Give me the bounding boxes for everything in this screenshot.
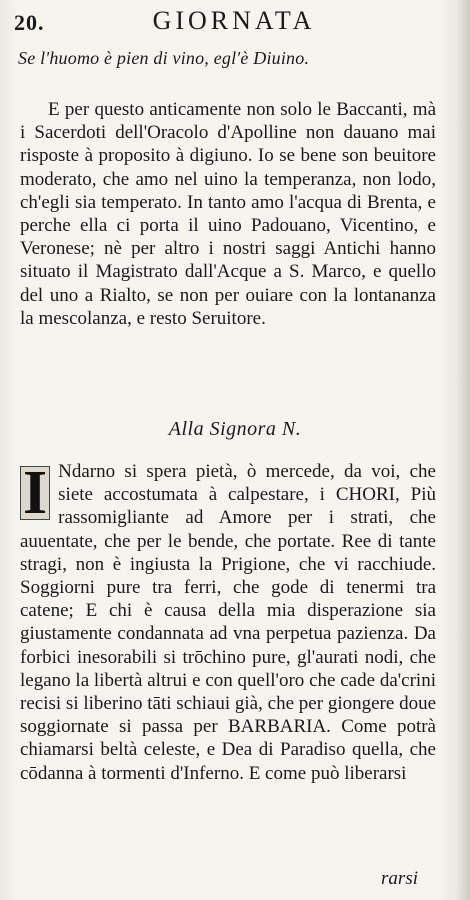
running-head: GIORNATA: [152, 6, 316, 35]
motto-line: Se l'huomo è pien di vino, egl'è Diuino.: [18, 48, 310, 68]
page-edge-shadow: [456, 0, 470, 900]
page-header: [14, 6, 454, 36]
paragraph-2: [20, 460, 436, 785]
section-heading: Alla Signora N.: [168, 418, 302, 440]
paragraph-2-text: Ndarno si spera pietà, ò mercede, da voi, che siete accostumata à calpestare, i CHORI, Più rassomigliante ad Amore per i strati, che auuentate, che per le bende, che portate. Ree di tante stragi, non è ingiusta la Prigione, che vi racchiude. Soggiorni pure tra ferri, che gode di tenermi tra catene; E chi è causa della mia disperazione sia giustamente condannata ad vna perpetua pazienza. Da forbici inesorabili si trōchino pure, gl'aurati nodi, che legano la libertà altrui e con quell'oro che cade da'crini recisi si liberino tāti schiaui già, che per giongere doue soggiornate si passa per BARBARIA. Come potrà chiamarsi beltà celeste, e Dea di Paradiso quella, che cōdanna à tormenti d'Inferno. E come può liberarsi: [20, 461, 436, 784]
page-number: 20.: [14, 10, 45, 35]
paragraph-1: E per questo anticamente non solo le Baccanti, mà i Sacerdoti dell'Oracolo d'Apolline non dauano mai risposte à proposito à digiuno. Io se bene son beuitore moderato, che amo nel uino la temperanza, non lodo, ch'egli sia temperato. In tanto amo l'acqua di Brenta, e perche ella ci porta il uino Padouano, Vicentino, e Veronese; nè per altro i nostri saggi Antichi hanno situato il Magistrato dall'Acque a S. Marco, e quello del uno a Rialto, se non per ouiare con la lontananza la mescolanza, e resto Seruitore.: [20, 99, 436, 329]
catchword: rarsi: [381, 868, 418, 889]
drop-cap: I: [20, 466, 50, 520]
